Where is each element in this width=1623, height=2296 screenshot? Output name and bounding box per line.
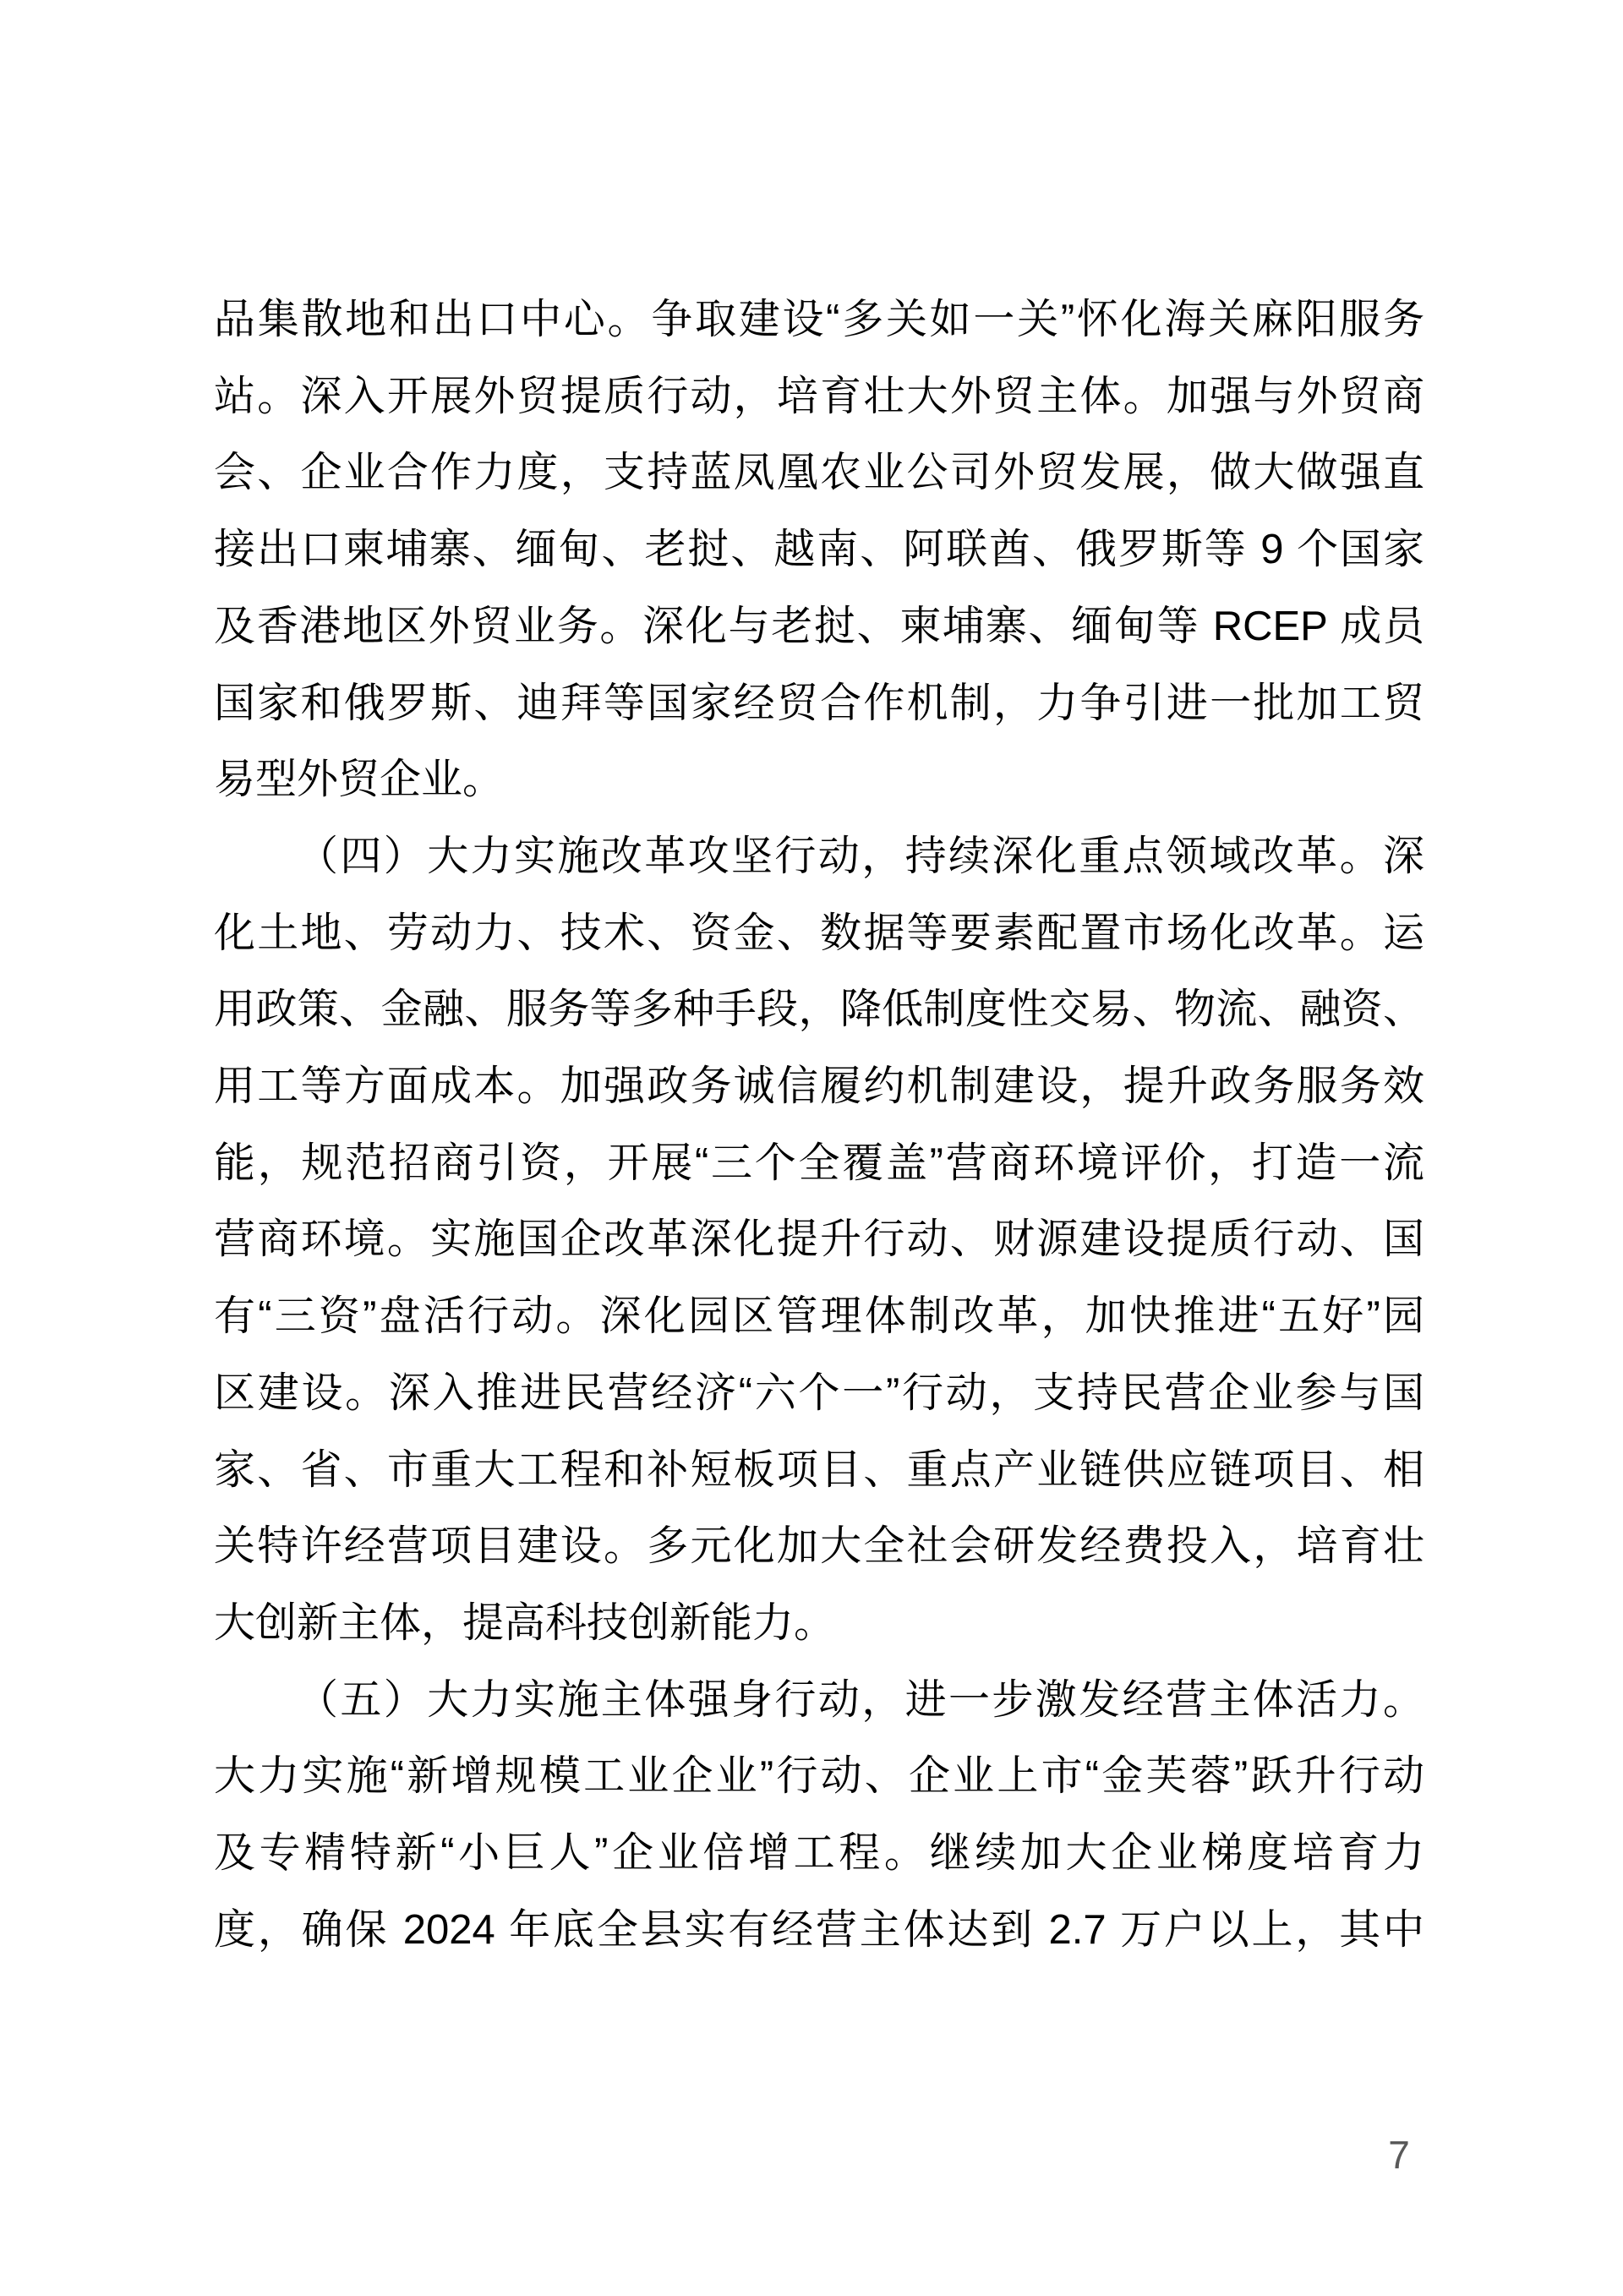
text-line: 大创新主体，提高科技创新能力。 [214, 1599, 836, 1646]
text-line: 关特许经营项目建设。多元化加大全社会研发经费投入，培育壮 [214, 1523, 1424, 1570]
text-line: 有“三资”盘活行动。深化园区管理体制改革，加快推进“五好”园 [214, 1293, 1424, 1340]
text-line-section-5-heading: （五）大力实施主体强身行动，进一步激发经营主体活力。 [297, 1676, 1424, 1723]
text-line-section-4-heading: （四）大力实施改革攻坚行动，持续深化重点领域改革。深 [297, 833, 1424, 879]
text-line: 大力实施“新增规模工业企业”行动、企业上市“金芙蓉”跃升行动 [214, 1753, 1424, 1800]
text-line: 度，确保 2024 年底全县实有经营主体达到 2.7 万户以上，其中 [214, 1906, 1424, 1953]
text-line: 营商环境。实施国企改革深化提升行动、财源建设提质行动、国 [214, 1216, 1424, 1263]
text-line: 家、省、市重大工程和补短板项目、重点产业链供应链项目、相 [214, 1446, 1424, 1493]
text-line: 易型外贸企业。 [214, 757, 505, 803]
text-line: 及专精特新“小巨人”企业倍增工程。继续加大企业梯度培育力 [214, 1830, 1424, 1877]
text-line: 用工等方面成本。加强政务诚信履约机制建设，提升政务服务效 [214, 1063, 1424, 1110]
text-line: 站。深入开展外贸提质行动，培育壮大外贸主体。加强与外贸商 [214, 373, 1424, 419]
text-line: 品集散地和出口中心。争取建设“多关如一关”怀化海关麻阳服务 [214, 297, 1424, 342]
text-line: 区建设。深入推进民营经济“六个一”行动，支持民营企业参与国 [214, 1369, 1424, 1416]
text-line: 接出口柬埔寨、缅甸、老挝、越南、阿联酋、俄罗斯等 9 个国家 [214, 527, 1424, 573]
text-line: 国家和俄罗斯、迪拜等国家经贸合作机制，力争引进一批加工贸 [214, 680, 1424, 726]
document-body [214, 282, 1424, 1968]
text-line: 用政策、金融、服务等多种手段，降低制度性交易、物流、融资、 [214, 987, 1424, 1033]
text-line: 能，规范招商引资，开展“三个全覆盖”营商环境评价，打造一流 [214, 1140, 1424, 1186]
page-number: 7 [1388, 2133, 1410, 2177]
text-line: 化土地、劳动力、技术、资金、数据等要素配置市场化改革。运 [214, 910, 1424, 956]
text-line: 会、企业合作力度，支持蓝凤凰农业公司外贸发展，做大做强直 [214, 450, 1424, 496]
text-line: 及香港地区外贸业务。深化与老挝、柬埔寨、缅甸等 RCEP 成员 [214, 603, 1424, 649]
